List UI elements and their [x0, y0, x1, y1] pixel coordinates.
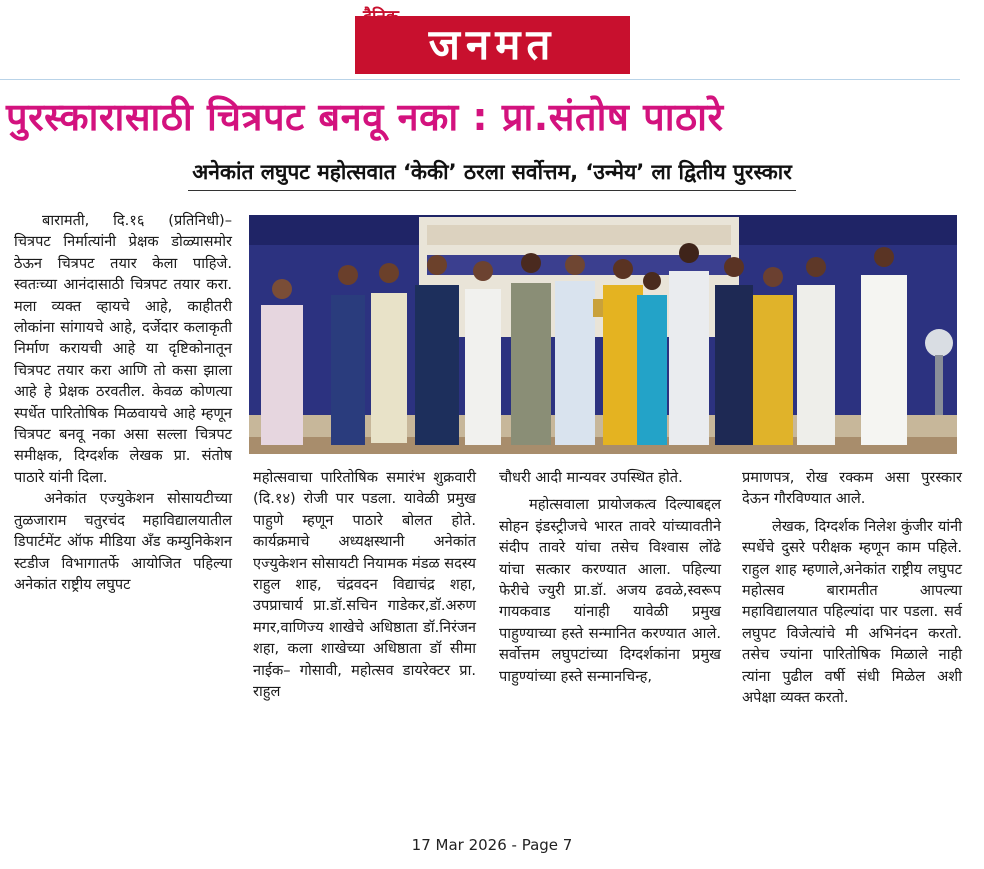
headline: पुरस्कारासाठी चित्रपट बनवू नका : प्रा.संतोष पाठारे [6, 95, 724, 139]
paragraph: प्रमाणपत्र, रोख रक्कम असा पुरस्कार देऊन गौरविण्यात आले. [742, 469, 962, 508]
masthead-title: जनमत [355, 16, 630, 74]
paragraph: लेखक, दिग्दर्शक निलेश कुंजीर यांनी स्पर्धेचे दुसरे परीक्षक म्हणून काम पहिले. राहुल शाह म्हणाले,अनेकांत राष्ट्रीय लघुपट महोत्सव बारामतीत आपल्या महाविद्यालयात पहिल्यांदा पार पडला. सर्व लघुपट विजेत्यांचे मी अभिनंदन करतो. तसेच ज्यांना पारितोषिक मिळाले नाही त्यांना पुढील वर्षी संधी मिळेल अशी अपेक्षा व्यक्त करतो. [742, 517, 962, 707]
page-footer: 17 Mar 2026 - Page 7 [411, 836, 573, 854]
top-rule [0, 79, 960, 80]
paragraph: महोत्सवाचा पारितोषिक समारंभ शुक्रवारी (दि.१४) रोजी पार पडला. यावेळी प्रमुख पाहुणे म्हणून पाठारे बोलत होते. कार्यक्रमाचे अध्यक्षस्थानी अनेकांत एज्युकेशन सोसायटी नियामक मंडळ सदस्य राहुल शाह, चंद्रवदन विद्याचंद्र शहा, उपप्राचार्य प्रा.डॉ.सचिन गाडेकर,डॉ.अरुण मगर,वाणिज्य शाखेचे अधिष्ठाता डॉ.निरंजन शहा, कला शाखेच्या अधिष्ठाता डॉ सीमा नाईक– गोसावी, महोत्सव डायरेक्टर प्रा. राहुल [253, 469, 477, 701]
article-column-2 [253, 467, 476, 702]
paragraph: चौधरी आदी मान्यवर उपस्थित होते. [499, 469, 683, 486]
paragraph: महोत्सवाला प्रायोजकत्व दिल्याबद्दल सोहन इंडस्ट्रीजचे भारत तावरे यांच्यावतीने संदीप तावरे यांचा तसेच विश्वास लोंढे यांचा सत्कार करण्यात आला. पहिल्या फेरीचे ज्युरी प्रा.डॉ. अजय ढवळे,स्वरूप गायकवाड यांनाही यावेळी प्रमुख पाहुण्याच्या हस्ते सन्मानित करण्यात आले. सर्वोत्तम लघुपटांच्या दिग्दर्शकांना प्रमुख पाहुण्यांच्या हस्ते सन्मानचिन्ह, [499, 496, 721, 685]
subheadline [0, 158, 984, 186]
paragraph: अनेकांत एज्युकेशन सोसायटीच्या तुळजाराम चतुरचंद महाविद्यालयातील डिपार्टमेंट ऑफ मीडिया अँड कम्युनिकेशन स्टडीज विभागातर्फे आयोजित पहिल्या अनेकांत राष्ट्रीय लघुपट [14, 490, 232, 593]
event-photo [249, 215, 957, 454]
article-column-1 [14, 210, 232, 595]
article-column-4 [742, 467, 962, 708]
subheadline-text: अनेकांत लघुपट महोत्सवात ‘केकी’ ठरला सर्वोत्तम, ‘उन्मेय’ ला द्वितीय पुरस्कार [188, 160, 796, 191]
paragraph: बारामती, दि.१६ (प्रतिनिधी)– चित्रपट निर्मात्यांनी प्रेक्षक डोळ्यासमोर ठेऊन चित्रपट तयार केला पाहिजे. स्वतःच्या आनंदासाठी चित्रपट तयार करा. मला व्यक्त व्हायचे आहे, काहीतरी लोकांना सांगायचे आहे, दर्जेदार कलाकृती निर्माण करायची आहे या दृष्टिकोनातून चित्रपट तयार करा आणि तो कसा झाला आहे हे प्रेक्षक ठरवतील. केवळ कोणत्या स्पर्धेत पारितोषिक मिळवायचे आहे म्हणून चित्रपट बनवू नका असा सल्ला चित्रपट समीक्षक, दिग्दर्शक लेखक प्रा. संतोष पाठारे यांनी दिला. [14, 212, 232, 486]
masthead-logo [355, 2, 630, 76]
article-column-3 [499, 467, 721, 687]
